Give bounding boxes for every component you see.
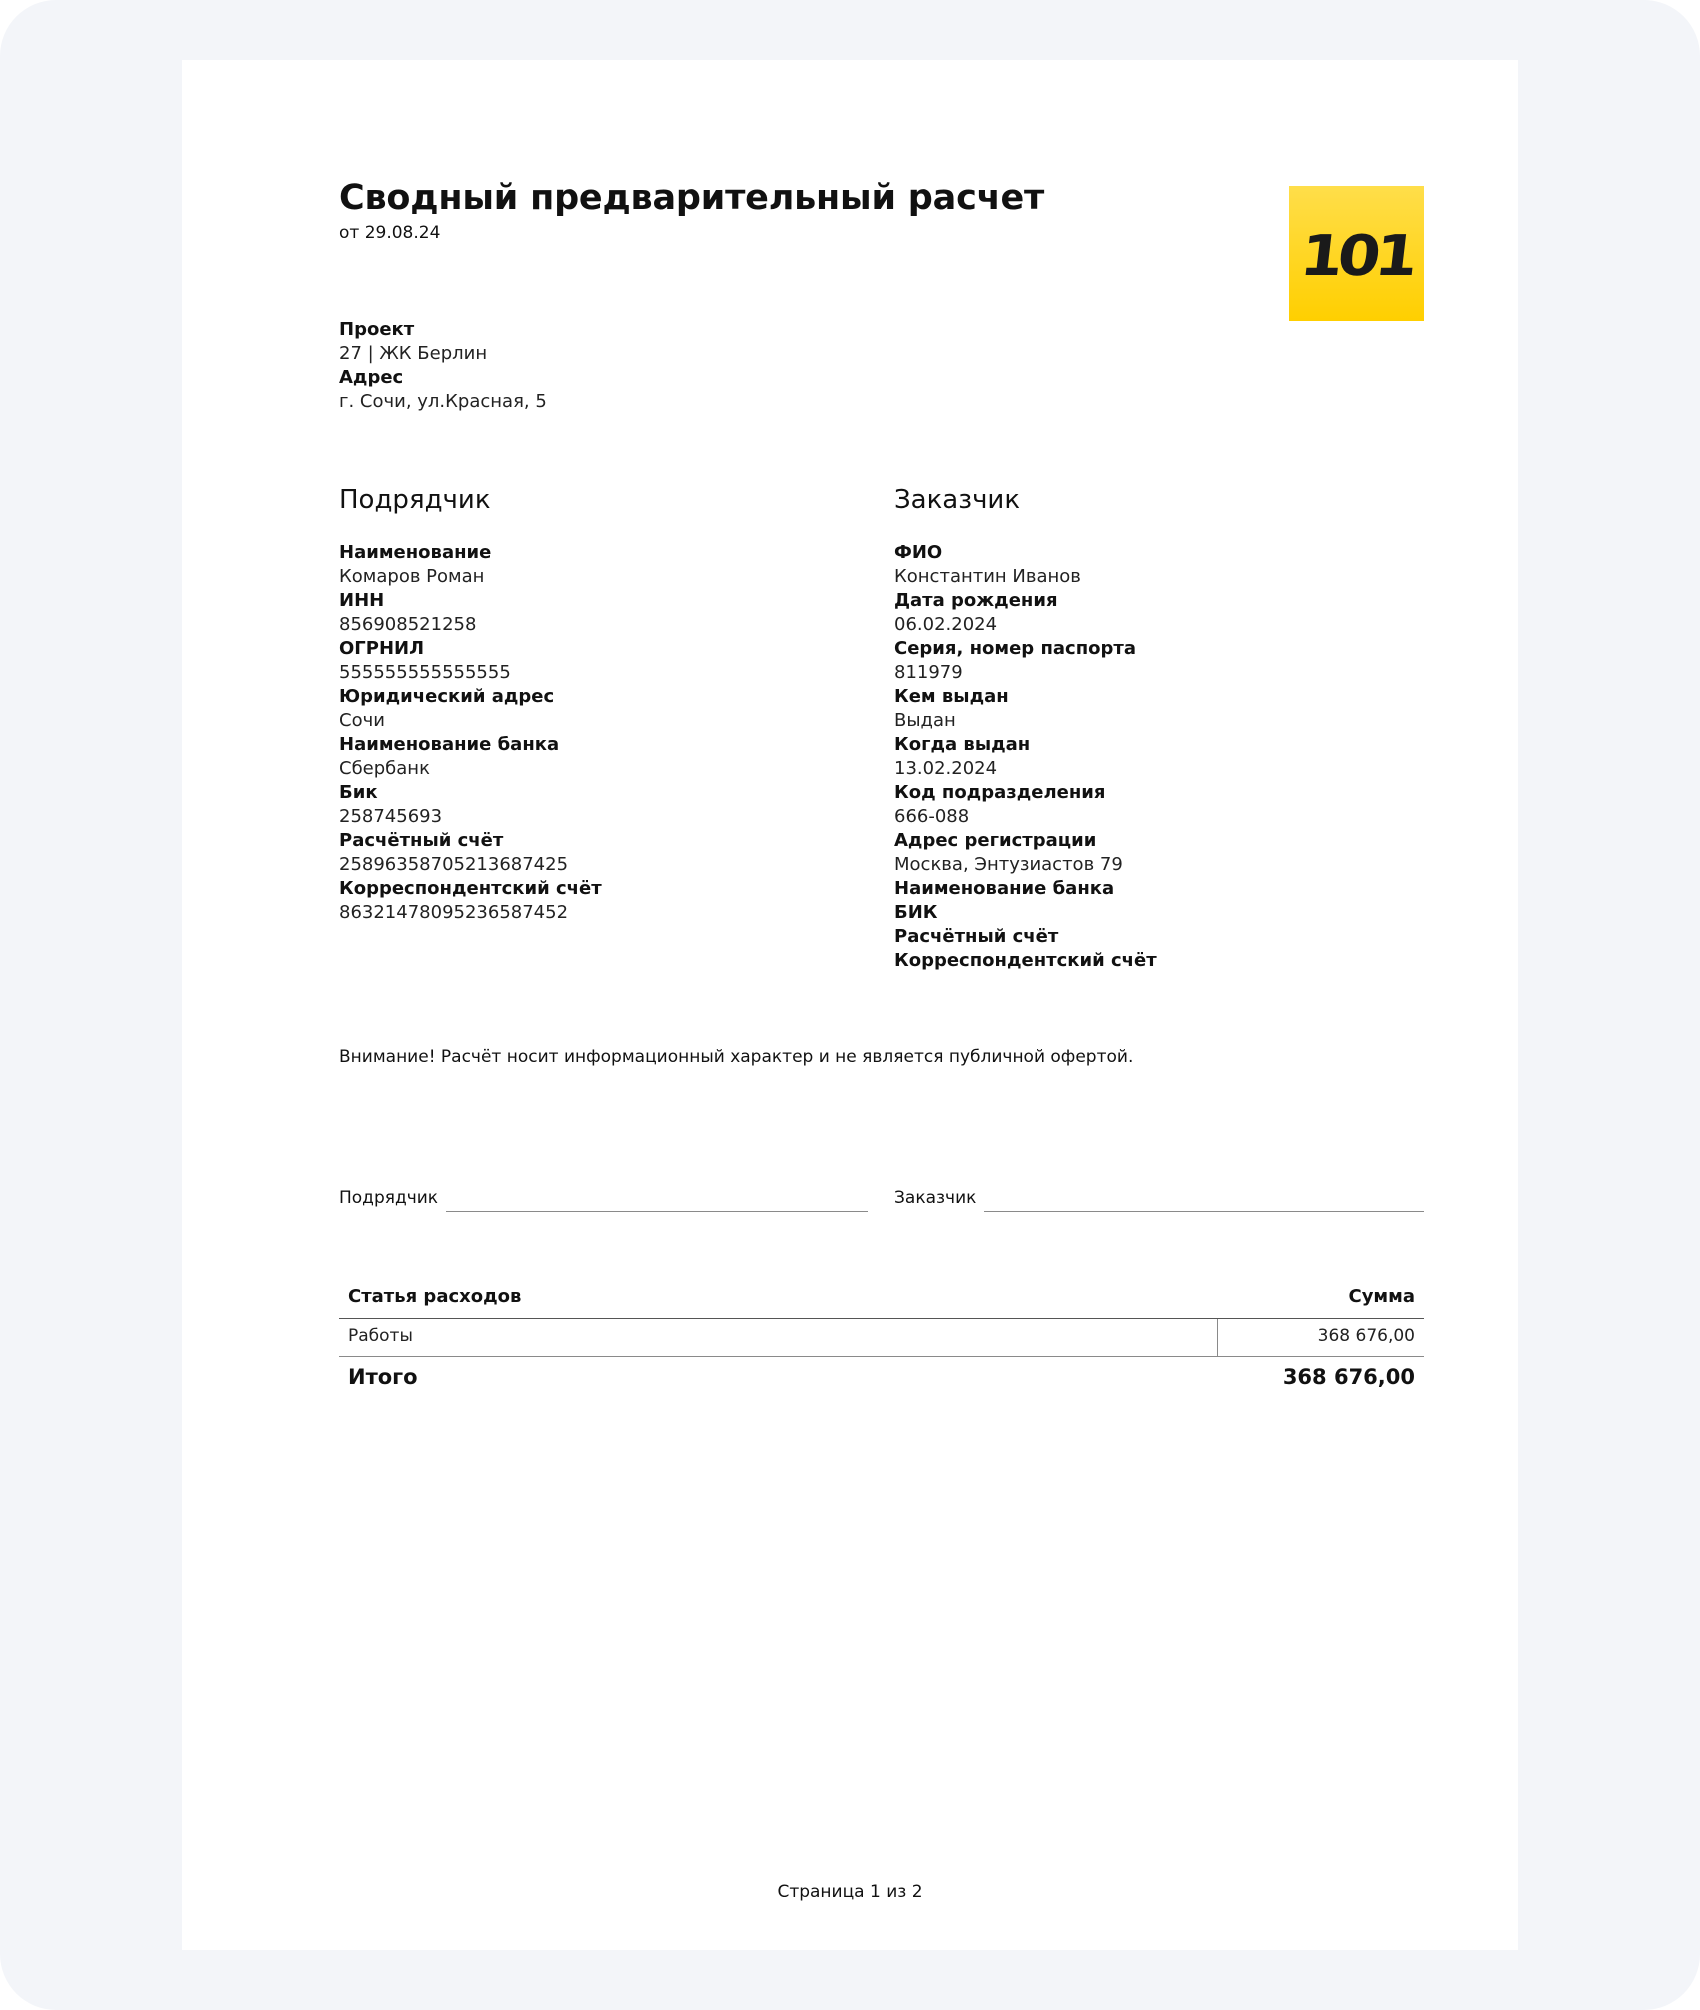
- customer-signature-line: [984, 1211, 1424, 1212]
- customer-field-label: Код подразделения: [894, 782, 1106, 803]
- customer-field-value: 13.02.2024: [894, 758, 998, 779]
- customer-field-label: Дата рождения: [894, 590, 1058, 611]
- customer-field-value: Константин Иванов: [894, 566, 1081, 587]
- table-header-divider: [339, 1318, 1424, 1319]
- contractor-field-label: ОГРНИЛ: [339, 638, 425, 659]
- customer-details: [894, 541, 1157, 973]
- contractor-field-value: 25896358705213687425: [339, 854, 569, 875]
- table-row-divider: [339, 1356, 1424, 1357]
- project-label: Проект: [339, 319, 415, 340]
- contractor-field-label: ИНН: [339, 590, 385, 611]
- contractor-field-label: Бик: [339, 782, 378, 803]
- customer-field-value: 811979: [894, 662, 963, 683]
- contractor-field-value: Комаров Роман: [339, 566, 485, 587]
- contractor-field-label: Юридический адрес: [339, 686, 555, 707]
- address-value: г. Сочи, ул.Красная, 5: [339, 391, 547, 412]
- customer-field-value: 666-088: [894, 806, 970, 827]
- contractor-field-label: Расчётный счёт: [339, 830, 504, 851]
- customer-signature-label: Заказчик: [894, 1188, 977, 1208]
- project-block: [339, 318, 547, 414]
- contractor-field-label: Наименование: [339, 542, 492, 563]
- customer-field-value: 06.02.2024: [894, 614, 998, 635]
- disclaimer-notice: Внимание! Расчёт носит информационный характер и не является публичной офертой.: [339, 1047, 1134, 1067]
- contractor-signature-line: [446, 1211, 868, 1212]
- customer-field-value: Москва, Энтузиастов 79: [894, 854, 1123, 875]
- customer-field-label: Кем выдан: [894, 686, 1009, 707]
- customer-field-label: ФИО: [894, 542, 943, 563]
- logo-text: 101: [1296, 224, 1417, 289]
- table-row-item: Работы: [348, 1326, 413, 1346]
- customer-field-label: Корреспондентский счёт: [894, 950, 1157, 971]
- customer-field-value: Выдан: [894, 710, 956, 731]
- contractor-field-value: Сбербанк: [339, 758, 430, 779]
- customer-field-label: БИК: [894, 902, 938, 923]
- document-date: от 29.08.24: [339, 223, 441, 243]
- customer-title: Заказчик: [894, 485, 1021, 515]
- project-value: 27 | ЖК Берлин: [339, 343, 488, 364]
- total-value: 368 676,00: [1282, 1365, 1415, 1389]
- contractor-field-value: 555555555555555: [339, 662, 511, 683]
- contractor-field-label: Корреспондентский счёт: [339, 878, 602, 899]
- address-label: Адрес: [339, 367, 404, 388]
- customer-field-label: Когда выдан: [894, 734, 1031, 755]
- customer-field-label: Серия, номер паспорта: [894, 638, 1136, 659]
- contractor-title: Подрядчик: [339, 485, 491, 515]
- table-header-item: Статья расходов: [348, 1286, 522, 1307]
- customer-field-label: Наименование банка: [894, 878, 1115, 899]
- contractor-details: [339, 541, 602, 925]
- table-row-sum: 368 676,00: [1317, 1326, 1415, 1346]
- contractor-field-label: Наименование банка: [339, 734, 560, 755]
- contractor-field-value: Сочи: [339, 710, 385, 731]
- document-title: Сводный предварительный расчет: [339, 178, 1045, 218]
- customer-field-label: Расчётный счёт: [894, 926, 1059, 947]
- contractor-signature-label: Подрядчик: [339, 1188, 439, 1208]
- page-number: Страница 1 из 2: [777, 1882, 923, 1902]
- table-header-sum: Сумма: [1348, 1286, 1415, 1307]
- contractor-field-value: 856908521258: [339, 614, 477, 635]
- table-column-divider: [1217, 1319, 1218, 1356]
- total-label: Итого: [348, 1365, 418, 1389]
- document-page: [182, 60, 1518, 1950]
- contractor-field-value: 258745693: [339, 806, 443, 827]
- customer-field-label: Адрес регистрации: [894, 830, 1097, 851]
- contractor-field-value: 86321478095236587452: [339, 902, 569, 923]
- company-logo: [1289, 186, 1424, 321]
